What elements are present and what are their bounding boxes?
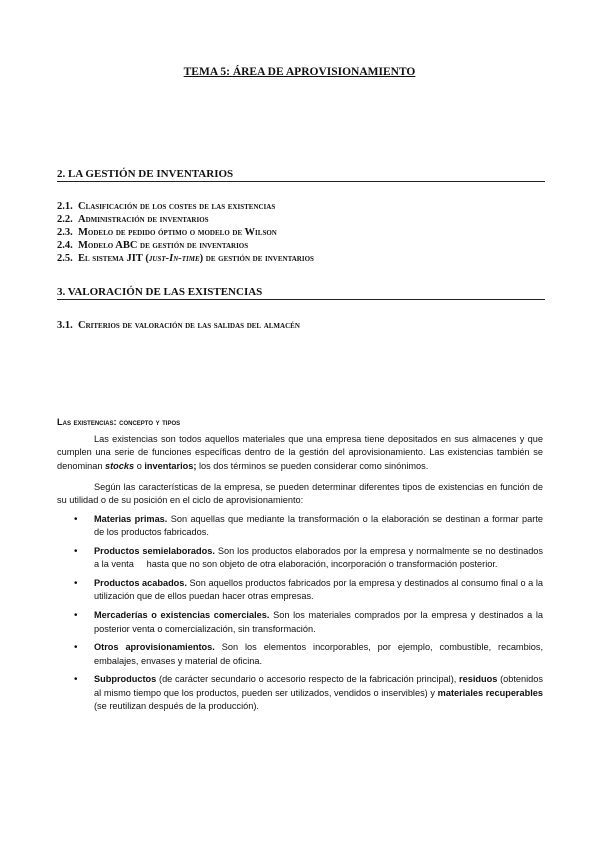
bullet-icon: • [74,610,78,622]
list-item-mercaderias [57,609,543,636]
term-stocks: stocks [105,460,135,471]
list-item-text: Son aquellos productos fabricados por la empresa y destinados al consumo final o a la utilización que de ellos puedan hacer otras empresas. [94,578,543,602]
tipos-existencias-list [57,513,546,719]
list-item-text: (obtenidos al mismo tiempo que los productos, pueden ser utilizados, vendidos o inservibles) y [94,674,543,698]
toc-item-number: 2.4. [57,240,73,251]
list-item-term: Mercaderías o existencias comerciales. [94,610,270,621]
toc-item-number: 3.1. [57,320,73,331]
jit-expansion: just-In-time [148,253,200,264]
term-inventarios: inventarios; [144,460,197,471]
toc-item-number: 2.5. [57,253,73,264]
toc-item-text: Clasificación de los costes de las existencias [78,201,276,212]
list-item-term: Productos semielaborados. [94,546,215,557]
list-item-text: Son los materiales comprados por la empresa y destinados a la posterior venta o comercialización, sin transformación. [94,610,543,634]
toc-item-2-1 [57,200,547,213]
jit-acronym: JIT [126,253,143,264]
bullet-icon: • [74,578,78,590]
page-title: TEMA 5: ÁREA DE APROVISIONAMIENTO [183,66,416,78]
paren-open: ( [142,253,149,264]
toc-item-2-2 [57,213,547,226]
list-item-materias-primas [57,513,543,540]
bullet-icon: • [74,674,78,686]
list-item-term: Materias primas. [94,514,168,524]
paren-close: ) [199,253,204,264]
toc-item-2-3 [57,226,547,239]
toc-item-text: Modelo de pedido óptimo o modelo de Wilson [78,227,277,238]
list-item-text: (de carácter secundario o accesorio respecto de la fabricación principal), [156,674,460,685]
paragraph-text: los dos términos se pueden considerar como sinónimos. [196,460,429,471]
list-item-otros-aprovisionamientos [57,641,543,668]
toc-item-2-4 [57,239,547,252]
toc-item-number: 2.3. [57,227,73,238]
bullet-icon: • [74,642,78,654]
list-item-term: Subproductos [94,674,157,685]
toc-item-text: Criterios de valoración de las salidas del almacén [78,320,300,331]
list-item-text: Son los productos elaborados por la empresa y normalmente se no destinados a la venta hasta que no son objeto de otra elaboración, incorporación o transformación posterior. [94,546,546,570]
existencias-heading: Las existencias: concepto y tipos [57,417,181,427]
list-item-text: Son aquellas que mediante la transformación o la elaboración se destinan a formar parte de los productos fabricados. [94,514,543,538]
paragraph-tipos: Según las características de la empresa, se pueden determinar diferentes tipos de existencias en función de su utilidad o de su posición en el ciclo de aprovisionamiento: [57,482,543,506]
list-item-term: Otros aprovisionamientos. [94,642,215,653]
bullet-icon: • [74,514,78,525]
list-item-text: Son los elementos incorporables, por ejemplo, combustible, recambios, embalajes, envases y material de oficina. [94,642,543,666]
toc-item-text-pre: El sistema [78,253,127,264]
section-heading-valoracion-existencias: 3. VALORACIÓN DE LAS EXISTENCIAS [57,286,545,300]
list-item-text: (se reutilizan después de la producción). [94,701,259,712]
list-item-term: Productos acabados. [94,578,187,589]
paragraph-text: o [134,460,145,471]
list-item-subproductos [57,673,543,713]
paragraph-definicion [57,433,543,473]
section-heading-gestion-inventarios: 2. LA GESTIÓN DE INVENTARIOS [57,168,545,182]
toc-item-text-post: de gestión de inventarios [203,253,314,264]
toc-item-number: 2.2. [57,214,73,225]
toc-item-2-5 [57,252,547,265]
paragraph-text: Las existencias son todos aquellos materiales que una empresa tiene depositados en sus almacenes y que cumplen una serie de funciones específicas dentro de la gestión del aprovisionamiento. Las existencias también se denominan [57,434,543,471]
toc-item-text: Administración de inventarios [78,214,209,225]
list-item-term: residuos [459,674,498,685]
toc-item-text: Modelo ABC de gestión de inventarios [78,240,249,251]
list-item-term: materiales recuperables [437,687,543,698]
toc-item-3-1 [57,319,547,332]
list-item-productos-semielaborados [57,545,546,572]
list-item-productos-acabados [57,577,543,604]
bullet-icon: • [74,546,78,558]
toc-item-number: 2.1. [57,201,73,212]
